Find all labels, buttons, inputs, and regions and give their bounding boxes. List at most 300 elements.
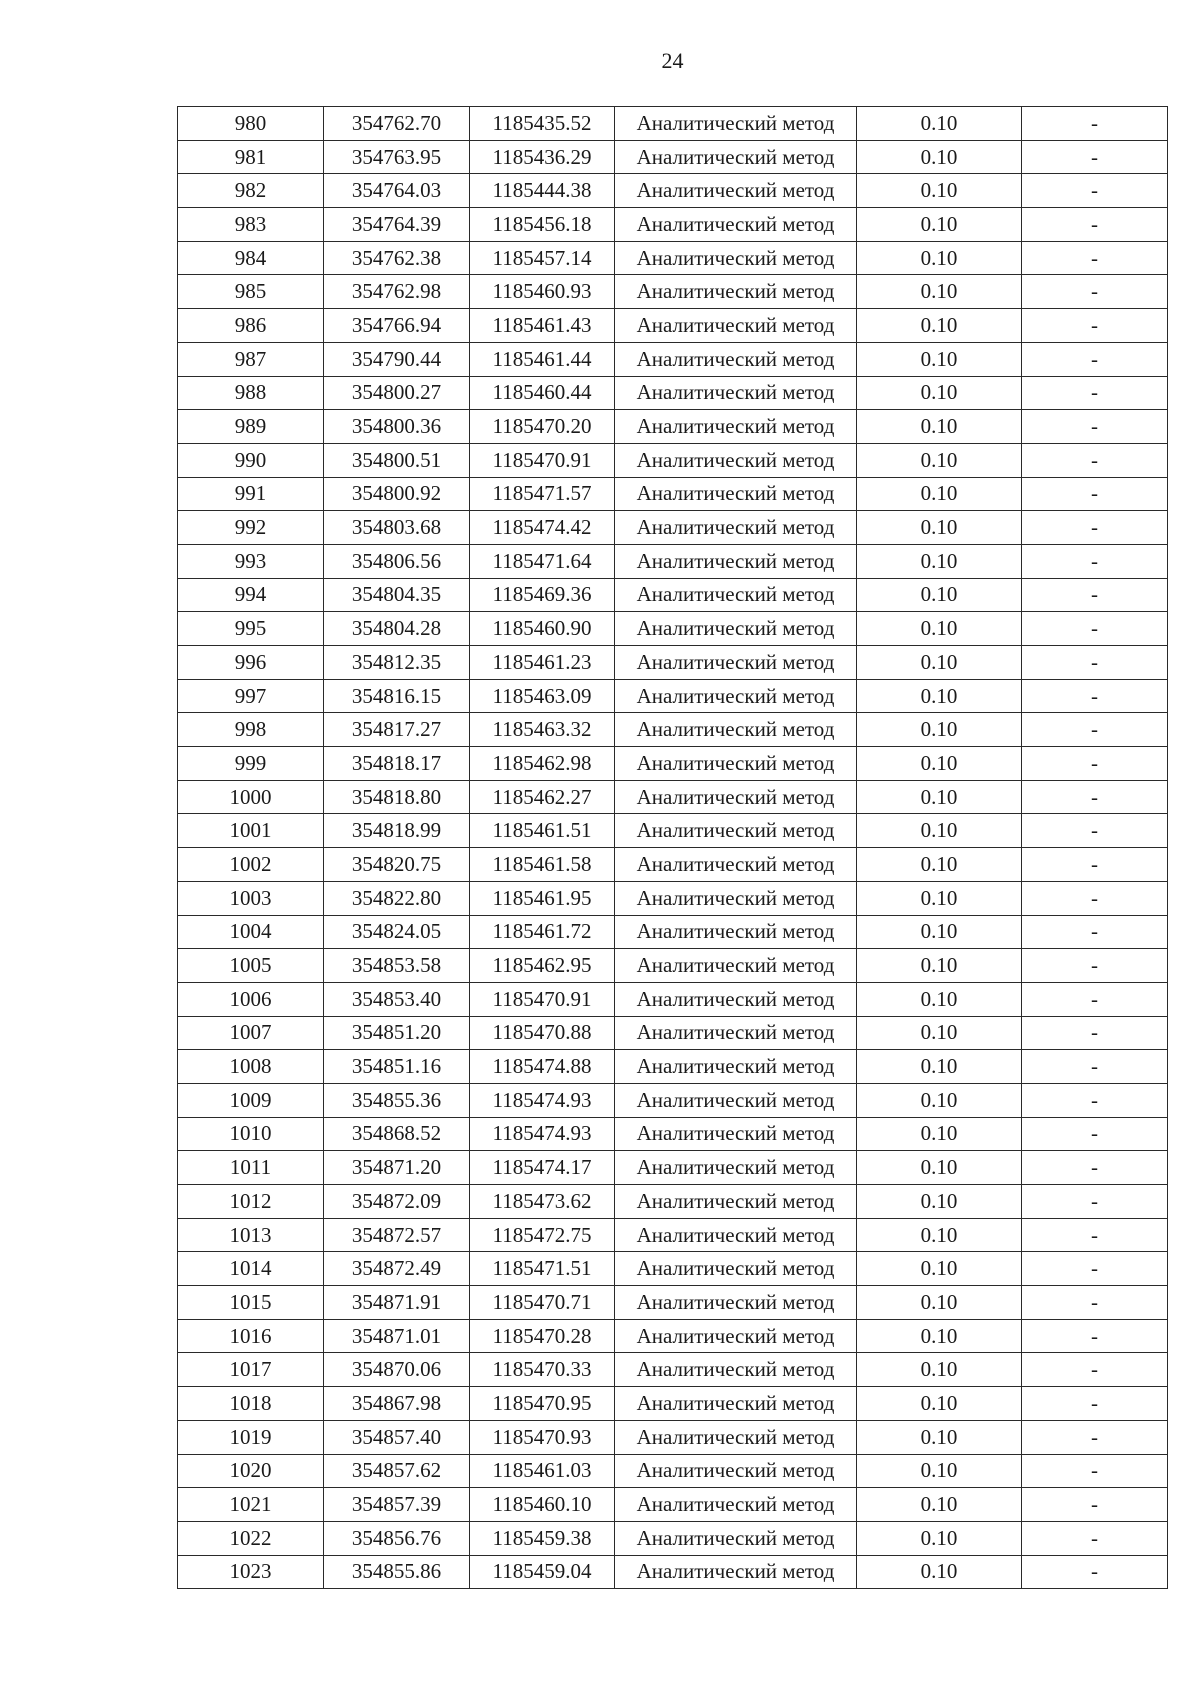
table-row — [178, 881, 1168, 915]
y-coordinate-cell: 1185471.51 — [470, 1252, 615, 1286]
table-row — [178, 646, 1168, 680]
precision-cell: 0.10 — [857, 1151, 1022, 1185]
x-coordinate-cell: 354800.36 — [324, 410, 470, 444]
point-number-cell: 1013 — [178, 1218, 324, 1252]
precision-cell: 0.10 — [857, 679, 1022, 713]
x-coordinate-cell: 354824.05 — [324, 915, 470, 949]
precision-cell: 0.10 — [857, 1488, 1022, 1522]
note-cell: - — [1022, 780, 1168, 814]
note-cell: - — [1022, 309, 1168, 343]
point-number-cell: 1016 — [178, 1319, 324, 1353]
table-row — [178, 410, 1168, 444]
x-coordinate-cell: 354820.75 — [324, 848, 470, 882]
method-cell: Аналитический метод — [615, 443, 857, 477]
y-coordinate-cell: 1185462.27 — [470, 780, 615, 814]
table-row — [178, 612, 1168, 646]
x-coordinate-cell: 354764.03 — [324, 174, 470, 208]
precision-cell: 0.10 — [857, 780, 1022, 814]
point-number-cell: 1001 — [178, 814, 324, 848]
note-cell: - — [1022, 1117, 1168, 1151]
x-coordinate-cell: 354800.92 — [324, 477, 470, 511]
method-cell: Аналитический метод — [615, 646, 857, 680]
method-cell: Аналитический метод — [615, 848, 857, 882]
table-row — [178, 1016, 1168, 1050]
point-number-cell: 997 — [178, 679, 324, 713]
x-coordinate-cell: 354804.28 — [324, 612, 470, 646]
precision-cell: 0.10 — [857, 1252, 1022, 1286]
precision-cell: 0.10 — [857, 1319, 1022, 1353]
table-row — [178, 1420, 1168, 1454]
x-coordinate-cell: 354812.35 — [324, 646, 470, 680]
x-coordinate-cell: 354762.98 — [324, 275, 470, 309]
table-row — [178, 1050, 1168, 1084]
note-cell: - — [1022, 1252, 1168, 1286]
precision-cell: 0.10 — [857, 443, 1022, 477]
point-number-cell: 1012 — [178, 1185, 324, 1219]
y-coordinate-cell: 1185461.58 — [470, 848, 615, 882]
precision-cell: 0.10 — [857, 982, 1022, 1016]
precision-cell: 0.10 — [857, 915, 1022, 949]
y-coordinate-cell: 1185459.04 — [470, 1555, 615, 1589]
precision-cell: 0.10 — [857, 1521, 1022, 1555]
method-cell: Аналитический метод — [615, 140, 857, 174]
x-coordinate-cell: 354851.20 — [324, 1016, 470, 1050]
note-cell: - — [1022, 747, 1168, 781]
x-coordinate-cell: 354870.06 — [324, 1353, 470, 1387]
note-cell: - — [1022, 881, 1168, 915]
note-cell: - — [1022, 915, 1168, 949]
precision-cell: 0.10 — [857, 1218, 1022, 1252]
point-number-cell: 1007 — [178, 1016, 324, 1050]
x-coordinate-cell: 354853.58 — [324, 949, 470, 983]
coordinates-table — [177, 106, 1168, 1589]
method-cell: Аналитический метод — [615, 915, 857, 949]
point-number-cell: 1017 — [178, 1353, 324, 1387]
table-row — [178, 814, 1168, 848]
method-cell: Аналитический метод — [615, 342, 857, 376]
method-cell: Аналитический метод — [615, 780, 857, 814]
method-cell: Аналитический метод — [615, 747, 857, 781]
point-number-cell: 1018 — [178, 1387, 324, 1421]
method-cell: Аналитический метод — [615, 107, 857, 141]
point-number-cell: 1002 — [178, 848, 324, 882]
method-cell: Аналитический метод — [615, 612, 857, 646]
point-number-cell: 983 — [178, 208, 324, 242]
x-coordinate-cell: 354804.35 — [324, 578, 470, 612]
precision-cell: 0.10 — [857, 544, 1022, 578]
precision-cell: 0.10 — [857, 646, 1022, 680]
point-number-cell: 987 — [178, 342, 324, 376]
y-coordinate-cell: 1185471.57 — [470, 477, 615, 511]
x-coordinate-cell: 354851.16 — [324, 1050, 470, 1084]
method-cell: Аналитический метод — [615, 477, 857, 511]
point-number-cell: 1011 — [178, 1151, 324, 1185]
table-row — [178, 915, 1168, 949]
table-row — [178, 1218, 1168, 1252]
note-cell: - — [1022, 241, 1168, 275]
precision-cell: 0.10 — [857, 208, 1022, 242]
note-cell: - — [1022, 1420, 1168, 1454]
note-cell: - — [1022, 275, 1168, 309]
x-coordinate-cell: 354818.80 — [324, 780, 470, 814]
x-coordinate-cell: 354871.91 — [324, 1286, 470, 1320]
precision-cell: 0.10 — [857, 1286, 1022, 1320]
y-coordinate-cell: 1185471.64 — [470, 544, 615, 578]
note-cell: - — [1022, 1185, 1168, 1219]
method-cell: Аналитический метод — [615, 1353, 857, 1387]
note-cell: - — [1022, 1555, 1168, 1589]
precision-cell: 0.10 — [857, 511, 1022, 545]
note-cell: - — [1022, 578, 1168, 612]
point-number-cell: 993 — [178, 544, 324, 578]
y-coordinate-cell: 1185470.91 — [470, 982, 615, 1016]
method-cell: Аналитический метод — [615, 1555, 857, 1589]
method-cell: Аналитический метод — [615, 1286, 857, 1320]
point-number-cell: 1000 — [178, 780, 324, 814]
method-cell: Аналитический метод — [615, 1016, 857, 1050]
x-coordinate-cell: 354764.39 — [324, 208, 470, 242]
y-coordinate-cell: 1185462.95 — [470, 949, 615, 983]
table-row — [178, 309, 1168, 343]
precision-cell: 0.10 — [857, 1420, 1022, 1454]
y-coordinate-cell: 1185470.91 — [470, 443, 615, 477]
y-coordinate-cell: 1185461.44 — [470, 342, 615, 376]
note-cell: - — [1022, 376, 1168, 410]
x-coordinate-cell: 354800.27 — [324, 376, 470, 410]
note-cell: - — [1022, 1151, 1168, 1185]
note-cell: - — [1022, 612, 1168, 646]
table-row — [178, 107, 1168, 141]
method-cell: Аналитический метод — [615, 881, 857, 915]
table-row — [178, 241, 1168, 275]
y-coordinate-cell: 1185470.71 — [470, 1286, 615, 1320]
point-number-cell: 998 — [178, 713, 324, 747]
table-row — [178, 578, 1168, 612]
y-coordinate-cell: 1185461.43 — [470, 309, 615, 343]
point-number-cell: 999 — [178, 747, 324, 781]
point-number-cell: 981 — [178, 140, 324, 174]
x-coordinate-cell: 354872.57 — [324, 1218, 470, 1252]
point-number-cell: 990 — [178, 443, 324, 477]
point-number-cell: 1010 — [178, 1117, 324, 1151]
precision-cell: 0.10 — [857, 949, 1022, 983]
point-number-cell: 989 — [178, 410, 324, 444]
precision-cell: 0.10 — [857, 881, 1022, 915]
note-cell: - — [1022, 1387, 1168, 1421]
y-coordinate-cell: 1185456.18 — [470, 208, 615, 242]
y-coordinate-cell: 1185470.93 — [470, 1420, 615, 1454]
y-coordinate-cell: 1185474.93 — [470, 1117, 615, 1151]
x-coordinate-cell: 354857.39 — [324, 1488, 470, 1522]
x-coordinate-cell: 354822.80 — [324, 881, 470, 915]
x-coordinate-cell: 354818.99 — [324, 814, 470, 848]
y-coordinate-cell: 1185461.72 — [470, 915, 615, 949]
note-cell: - — [1022, 1016, 1168, 1050]
note-cell: - — [1022, 477, 1168, 511]
precision-cell: 0.10 — [857, 578, 1022, 612]
y-coordinate-cell: 1185470.20 — [470, 410, 615, 444]
point-number-cell: 991 — [178, 477, 324, 511]
precision-cell: 0.10 — [857, 376, 1022, 410]
x-coordinate-cell: 354856.76 — [324, 1521, 470, 1555]
method-cell: Аналитический метод — [615, 1488, 857, 1522]
table-row — [178, 208, 1168, 242]
note-cell: - — [1022, 511, 1168, 545]
method-cell: Аналитический метод — [615, 208, 857, 242]
note-cell: - — [1022, 1488, 1168, 1522]
method-cell: Аналитический метод — [615, 814, 857, 848]
method-cell: Аналитический метод — [615, 410, 857, 444]
table-row — [178, 544, 1168, 578]
method-cell: Аналитический метод — [615, 1319, 857, 1353]
coordinates-table-body — [178, 107, 1168, 1589]
x-coordinate-cell: 354762.70 — [324, 107, 470, 141]
x-coordinate-cell: 354762.38 — [324, 241, 470, 275]
table-row — [178, 1117, 1168, 1151]
precision-cell: 0.10 — [857, 612, 1022, 646]
point-number-cell: 1008 — [178, 1050, 324, 1084]
x-coordinate-cell: 354872.09 — [324, 1185, 470, 1219]
method-cell: Аналитический метод — [615, 679, 857, 713]
method-cell: Аналитический метод — [615, 544, 857, 578]
x-coordinate-cell: 354871.01 — [324, 1319, 470, 1353]
method-cell: Аналитический метод — [615, 1218, 857, 1252]
table-row — [178, 780, 1168, 814]
table-row — [178, 1555, 1168, 1589]
x-coordinate-cell: 354790.44 — [324, 342, 470, 376]
precision-cell: 0.10 — [857, 747, 1022, 781]
note-cell: - — [1022, 1286, 1168, 1320]
point-number-cell: 984 — [178, 241, 324, 275]
table-row — [178, 376, 1168, 410]
x-coordinate-cell: 354853.40 — [324, 982, 470, 1016]
point-number-cell: 1021 — [178, 1488, 324, 1522]
note-cell: - — [1022, 174, 1168, 208]
x-coordinate-cell: 354871.20 — [324, 1151, 470, 1185]
precision-cell: 0.10 — [857, 107, 1022, 141]
method-cell: Аналитический метод — [615, 511, 857, 545]
y-coordinate-cell: 1185457.14 — [470, 241, 615, 275]
precision-cell: 0.10 — [857, 1353, 1022, 1387]
point-number-cell: 1014 — [178, 1252, 324, 1286]
point-number-cell: 986 — [178, 309, 324, 343]
method-cell: Аналитический метод — [615, 949, 857, 983]
method-cell: Аналитический метод — [615, 1117, 857, 1151]
point-number-cell: 988 — [178, 376, 324, 410]
point-number-cell: 1022 — [178, 1521, 324, 1555]
note-cell: - — [1022, 949, 1168, 983]
x-coordinate-cell: 354817.27 — [324, 713, 470, 747]
note-cell: - — [1022, 1319, 1168, 1353]
table-row — [178, 1185, 1168, 1219]
precision-cell: 0.10 — [857, 410, 1022, 444]
method-cell: Аналитический метод — [615, 1454, 857, 1488]
x-coordinate-cell: 354816.15 — [324, 679, 470, 713]
precision-cell: 0.10 — [857, 309, 1022, 343]
precision-cell: 0.10 — [857, 1117, 1022, 1151]
point-number-cell: 980 — [178, 107, 324, 141]
y-coordinate-cell: 1185462.98 — [470, 747, 615, 781]
note-cell: - — [1022, 814, 1168, 848]
x-coordinate-cell: 354867.98 — [324, 1387, 470, 1421]
table-row — [178, 1353, 1168, 1387]
precision-cell: 0.10 — [857, 1454, 1022, 1488]
table-row — [178, 511, 1168, 545]
method-cell: Аналитический метод — [615, 1521, 857, 1555]
point-number-cell: 982 — [178, 174, 324, 208]
y-coordinate-cell: 1185472.75 — [470, 1218, 615, 1252]
table-row — [178, 1488, 1168, 1522]
precision-cell: 0.10 — [857, 848, 1022, 882]
note-cell: - — [1022, 848, 1168, 882]
y-coordinate-cell: 1185436.29 — [470, 140, 615, 174]
point-number-cell: 1005 — [178, 949, 324, 983]
y-coordinate-cell: 1185474.93 — [470, 1083, 615, 1117]
method-cell: Аналитический метод — [615, 982, 857, 1016]
point-number-cell: 1019 — [178, 1420, 324, 1454]
precision-cell: 0.10 — [857, 140, 1022, 174]
x-coordinate-cell: 354868.52 — [324, 1117, 470, 1151]
point-number-cell: 995 — [178, 612, 324, 646]
page-number: 24 — [661, 48, 684, 73]
method-cell: Аналитический метод — [615, 309, 857, 343]
table-row — [178, 174, 1168, 208]
note-cell: - — [1022, 1454, 1168, 1488]
precision-cell: 0.10 — [857, 1185, 1022, 1219]
point-number-cell: 994 — [178, 578, 324, 612]
point-number-cell: 1020 — [178, 1454, 324, 1488]
table-row — [178, 1083, 1168, 1117]
method-cell: Аналитический метод — [615, 1083, 857, 1117]
precision-cell: 0.10 — [857, 1050, 1022, 1084]
note-cell: - — [1022, 410, 1168, 444]
point-number-cell: 992 — [178, 511, 324, 545]
note-cell: - — [1022, 1083, 1168, 1117]
y-coordinate-cell: 1185461.95 — [470, 881, 615, 915]
note-cell: - — [1022, 1353, 1168, 1387]
table-row — [178, 1252, 1168, 1286]
y-coordinate-cell: 1185461.03 — [470, 1454, 615, 1488]
precision-cell: 0.10 — [857, 1555, 1022, 1589]
x-coordinate-cell: 354857.40 — [324, 1420, 470, 1454]
table-row — [178, 140, 1168, 174]
y-coordinate-cell: 1185459.38 — [470, 1521, 615, 1555]
method-cell: Аналитический метод — [615, 275, 857, 309]
y-coordinate-cell: 1185473.62 — [470, 1185, 615, 1219]
point-number-cell: 1009 — [178, 1083, 324, 1117]
note-cell: - — [1022, 646, 1168, 680]
point-number-cell: 985 — [178, 275, 324, 309]
method-cell: Аналитический метод — [615, 713, 857, 747]
x-coordinate-cell: 354803.68 — [324, 511, 470, 545]
note-cell: - — [1022, 342, 1168, 376]
y-coordinate-cell: 1185461.51 — [470, 814, 615, 848]
table-row — [178, 747, 1168, 781]
table-row — [178, 1286, 1168, 1320]
x-coordinate-cell: 354806.56 — [324, 544, 470, 578]
note-cell: - — [1022, 140, 1168, 174]
method-cell: Аналитический метод — [615, 241, 857, 275]
y-coordinate-cell: 1185470.33 — [470, 1353, 615, 1387]
x-coordinate-cell: 354857.62 — [324, 1454, 470, 1488]
table-row — [178, 848, 1168, 882]
note-cell: - — [1022, 107, 1168, 141]
precision-cell: 0.10 — [857, 1083, 1022, 1117]
table-row — [178, 1151, 1168, 1185]
table-row — [178, 1319, 1168, 1353]
precision-cell: 0.10 — [857, 275, 1022, 309]
x-coordinate-cell: 354855.36 — [324, 1083, 470, 1117]
table-row — [178, 443, 1168, 477]
method-cell: Аналитический метод — [615, 376, 857, 410]
method-cell: Аналитический метод — [615, 174, 857, 208]
method-cell: Аналитический метод — [615, 1387, 857, 1421]
y-coordinate-cell: 1185460.10 — [470, 1488, 615, 1522]
note-cell: - — [1022, 982, 1168, 1016]
y-coordinate-cell: 1185470.95 — [470, 1387, 615, 1421]
precision-cell: 0.10 — [857, 1016, 1022, 1050]
table-row — [178, 477, 1168, 511]
point-number-cell: 1003 — [178, 881, 324, 915]
method-cell: Аналитический метод — [615, 1420, 857, 1454]
y-coordinate-cell: 1185460.93 — [470, 275, 615, 309]
note-cell: - — [1022, 713, 1168, 747]
table-row — [178, 1387, 1168, 1421]
table-row — [178, 949, 1168, 983]
note-cell: - — [1022, 679, 1168, 713]
precision-cell: 0.10 — [857, 1387, 1022, 1421]
x-coordinate-cell: 354818.17 — [324, 747, 470, 781]
table-row — [178, 1454, 1168, 1488]
y-coordinate-cell: 1185444.38 — [470, 174, 615, 208]
method-cell: Аналитический метод — [615, 1151, 857, 1185]
method-cell: Аналитический метод — [615, 1185, 857, 1219]
table-row — [178, 713, 1168, 747]
x-coordinate-cell: 354800.51 — [324, 443, 470, 477]
precision-cell: 0.10 — [857, 477, 1022, 511]
method-cell: Аналитический метод — [615, 578, 857, 612]
note-cell: - — [1022, 1050, 1168, 1084]
table-row — [178, 275, 1168, 309]
x-coordinate-cell: 354763.95 — [324, 140, 470, 174]
x-coordinate-cell: 354855.86 — [324, 1555, 470, 1589]
method-cell: Аналитический метод — [615, 1252, 857, 1286]
y-coordinate-cell: 1185474.17 — [470, 1151, 615, 1185]
y-coordinate-cell: 1185470.28 — [470, 1319, 615, 1353]
x-coordinate-cell: 354872.49 — [324, 1252, 470, 1286]
point-number-cell: 1015 — [178, 1286, 324, 1320]
precision-cell: 0.10 — [857, 174, 1022, 208]
y-coordinate-cell: 1185470.88 — [470, 1016, 615, 1050]
y-coordinate-cell: 1185463.32 — [470, 713, 615, 747]
y-coordinate-cell: 1185460.90 — [470, 612, 615, 646]
note-cell: - — [1022, 1521, 1168, 1555]
table-row — [178, 342, 1168, 376]
precision-cell: 0.10 — [857, 713, 1022, 747]
y-coordinate-cell: 1185460.44 — [470, 376, 615, 410]
note-cell: - — [1022, 1218, 1168, 1252]
point-number-cell: 996 — [178, 646, 324, 680]
y-coordinate-cell: 1185463.09 — [470, 679, 615, 713]
precision-cell: 0.10 — [857, 814, 1022, 848]
point-number-cell: 1023 — [178, 1555, 324, 1589]
y-coordinate-cell: 1185469.36 — [470, 578, 615, 612]
table-row — [178, 679, 1168, 713]
y-coordinate-cell: 1185474.88 — [470, 1050, 615, 1084]
method-cell: Аналитический метод — [615, 1050, 857, 1084]
point-number-cell: 1006 — [178, 982, 324, 1016]
note-cell: - — [1022, 443, 1168, 477]
